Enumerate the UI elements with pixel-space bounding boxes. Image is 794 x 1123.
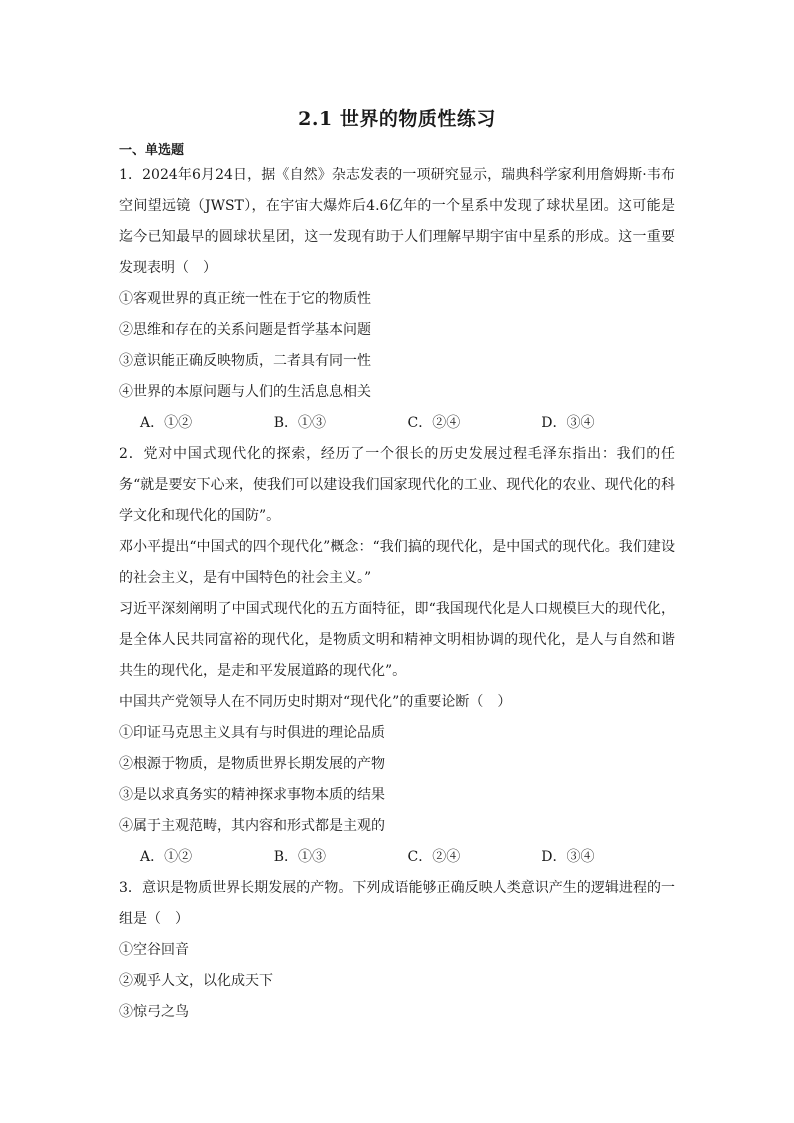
statement-item: ③惊弓之鸟: [119, 1004, 189, 1020]
option-b[interactable]: B．①③: [273, 415, 327, 431]
question-2: [119, 439, 675, 873]
statement-item: ③是以求真务实的精神探求事物本质的结果: [119, 787, 385, 803]
statement-item: ④属于主观范畴，其内容和形式都是主观的: [119, 818, 385, 834]
option-a[interactable]: A．①②: [140, 415, 193, 431]
question-3: [119, 873, 675, 1028]
section-heading: 一、单选题: [119, 143, 185, 158]
option-d[interactable]: D．③④: [541, 849, 595, 865]
answer-options: [119, 842, 675, 873]
question-stem: 习近平深刻阐明了中国式现代化的五方面特征，即“我国现代化是人口规模巨大的现代化，是全体人民共同富裕的现代化，是物质文明和精神文明相协调的现代化，是人与自然和谐共生的现代化，是走和平发展道路的现代化”。: [119, 601, 675, 679]
option-b[interactable]: B．①③: [273, 849, 327, 865]
question-list: [119, 160, 675, 1028]
option-c[interactable]: C．②④: [407, 849, 461, 865]
statement-item: ①空谷回音: [119, 942, 189, 958]
statement-item: ①客观世界的真正统一性在于它的物质性: [119, 291, 371, 307]
option-d[interactable]: D．③④: [541, 415, 595, 431]
statement-item: ②思维和存在的关系问题是哲学基本问题: [119, 322, 371, 338]
statement-item: ③意识能正确反映物质，二者具有同一性: [119, 353, 371, 369]
question-stem: 2．党对中国式现代化的探索，经历了一个很长的历史发展过程毛泽东指出：我们的任务“就是要安下心来，使我们可以建设我们国家现代化的工业、现代化的农业、现代化的科学文化和现代化的国防”。: [119, 446, 675, 524]
question-stem: 邓小平提出“中国式的四个现代化”概念：“我们搞的现代化，是中国式的现代化。我们建设的社会主义，是有中国特色的社会主义。”: [119, 539, 675, 586]
question-1: [119, 160, 675, 439]
answer-options: [119, 408, 675, 439]
statement-item: ①印证马克思主义具有与时俱进的理论品质: [119, 725, 385, 741]
question-stem: 3．意识是物质世界长期发展的产物。下列成语能够正确反映人类意识产生的逻辑进程的一组是（ ）: [119, 880, 675, 927]
question-stem: 1．2024年6月24日，据《自然》杂志发表的一项研究显示，瑞典科学家利用詹姆斯·韦布空间望远镜（JWST），在宇宙大爆炸后4.6亿年的一个星系中发现了球状星团。这可能是迄今已知最早的圆球状星团，这一发现有助于人们理解早期宇宙中星系的形成。这一重要发现表明（ ）: [119, 167, 675, 276]
option-a[interactable]: A．①②: [140, 849, 193, 865]
question-prompt: 中国共产党领导人在不同历史时期对“现代化”的重要论断（ ）: [119, 694, 512, 710]
page-title: 2.1 世界的物质性练习: [298, 108, 496, 130]
statement-item: ②观乎人文，以化成天下: [119, 973, 273, 989]
option-c[interactable]: C．②④: [407, 415, 461, 431]
statement-item: ②根源于物质，是物质世界长期发展的产物: [119, 756, 385, 772]
statement-item: ④世界的本原问题与人们的生活息息相关: [119, 384, 371, 400]
